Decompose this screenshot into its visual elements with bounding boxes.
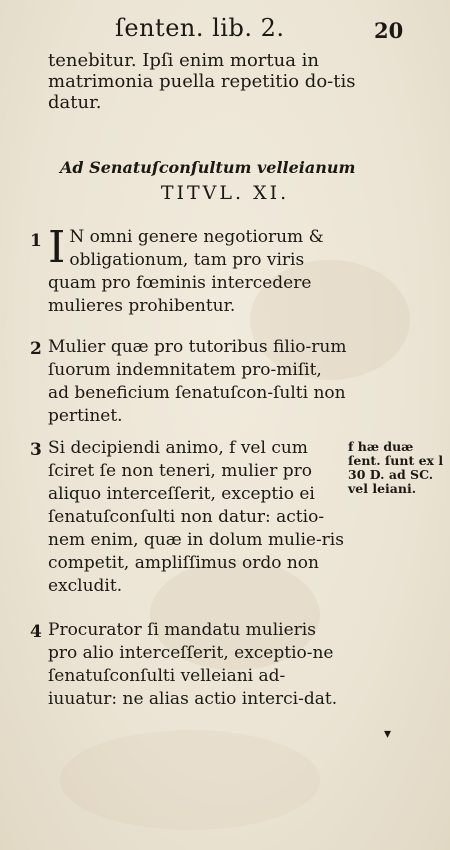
paragraph-text: Si decipiendi animo, f vel cum ſciret ſe non teneri, mulier pro aliquo interceſſerit, exceptio ei ſenatuſconſulti non datur: actio‐nem enim, quæ in dolum mulie‐ris competit, ampliſſimus ordo non excludit. (48, 438, 344, 596)
paragraph (48, 336, 348, 428)
paper-stain (60, 730, 320, 830)
paragraph-number: 2 (30, 339, 42, 359)
paragraph-number: 3 (30, 440, 42, 460)
paragraph (48, 619, 348, 711)
section-number: TITVL. XI. (160, 182, 290, 204)
paragraph-number: 4 (30, 622, 42, 642)
page-number: 20 (374, 18, 404, 43)
running-head (0, 14, 450, 44)
paragraph-text: Procurator ſi mandatu mulieris pro alio interceſſerit, exceptio‐ne ſenatuſconſulti velleiani ad‐iuuatur: ne alias actio interci‐dat. (48, 620, 338, 709)
closing-text: tenebitur. Ipſi enim mortua in matrimonia puella repetitio do‐tis datur. (48, 50, 356, 113)
section-heading: Ad Senatuſconſultum velleianum (60, 158, 356, 177)
paragraph (48, 437, 348, 598)
paragraph-text: N omni genere negotiorum & obligationum, tam pro viris quam pro fœminis intercedere mulieres prohibentur. (48, 227, 324, 316)
marginal-note: f hæ duæ ſent. ſunt ex l 30 D. ad SC. vel leiani. (348, 439, 444, 496)
ornament-mark: ▾ (384, 726, 392, 742)
paragraph (48, 222, 348, 318)
drop-cap: I (48, 222, 66, 273)
paragraph-text: Mulier quæ pro tutoribus filio‐rum ſuorum indemnitatem pro‐miſit, ad beneficium ſenatuſcon‐ſulti non pertinet. (48, 337, 347, 426)
running-head-title: ſenten. lib. 2. (115, 14, 285, 42)
paragraph-number: 1 (30, 231, 42, 251)
